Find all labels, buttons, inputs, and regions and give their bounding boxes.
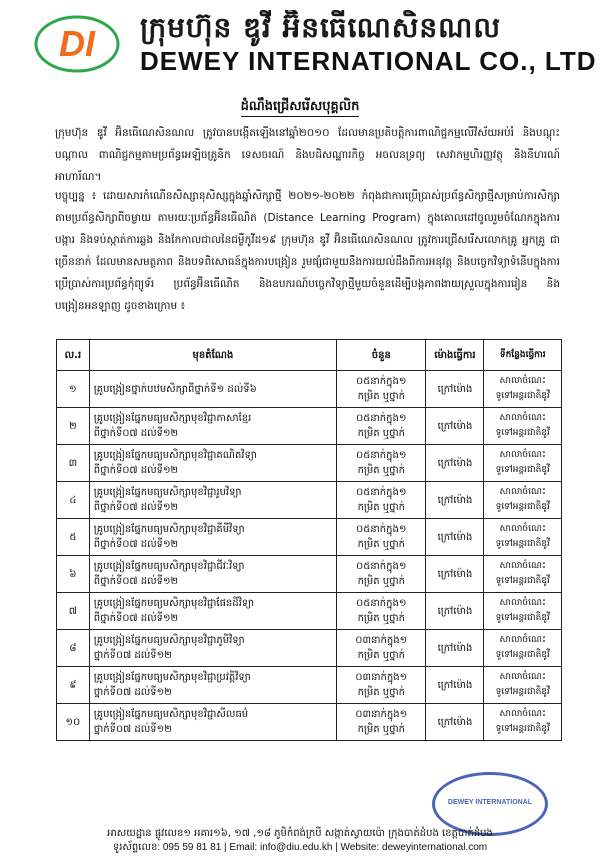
row-position: គ្រូបង្រៀនថ្នាក់បឋមសិក្សាពីថ្នាក់ទី១ ដល់ទី៦ xyxy=(89,371,336,408)
table-row xyxy=(57,593,562,630)
row-position: គ្រូបង្រៀនផ្នែកមធ្យមសិក្សាមុខវិជ្ជាគីមីវិទ្យា ពីថ្នាក់ទី០៧ ដល់ទី១២ xyxy=(89,519,336,556)
row-quantity: ០៥នាក់ក្នុង១ កម្រិត ឬថ្នាក់ xyxy=(337,445,426,482)
row-position: គ្រូបង្រៀនផ្នែកមធ្យមសិក្សាមុខវិជ្ជាភូមិវិទ្យា ថ្នាក់ទី០៧ ដល់ទី១២ xyxy=(89,630,336,667)
row-quantity: ០៥នាក់ក្នុង១ កម្រិត ឬថ្នាក់ xyxy=(337,519,426,556)
row-hours: ក្រៅម៉ោង xyxy=(426,593,484,630)
row-quantity: ០៥នាក់ក្នុង១ កម្រិត ឬថ្នាក់ xyxy=(337,593,426,630)
intro-paragraph: ក្រុមហ៊ុន ឌូវី អ៊ិនធើណេសិនណល ត្រូវបានបង្កើតឡើងនៅឆ្នាំ២០១០ ដែលមានប្រតិបត្តិការពាណិជ្ជកម្មលើវិស័យអប់រំ និងបណ្តុះបណ្តាល ពាណិជ្ជកម្មតាមប្រព័ន្ធអេឡិចត្រូនិក ទេសចរណ៍ និងបដិសណ្ឋារកិច្ច អចលនទ្រព្យ សេវាកម្មហិរញ្ញវត្ថុ និងនីហរណ៍ អាហារ័ណ។ xyxy=(55,127,560,183)
row-position: គ្រូបង្រៀនផ្នែកមធ្យមសិក្សាមុខវិជ្ជាសីលធម៌ ថ្នាក់ទី០៧ ដល់ទី១២ xyxy=(89,704,336,741)
row-workplace: សាលាចំណេះ ទូទៅអន្តរជាតិឌូវី xyxy=(484,630,562,667)
row-number: ៦ xyxy=(57,556,90,593)
header-workplace: ទីកន្លែងធ្វើការ xyxy=(484,340,562,371)
footer-address: អាសយដ្ឋាន ផ្លូវលេខ១ អគារ១៦, ១៧ ,១៨ ភូមិកំពង់ក្របី សង្កាត់ស្វាយប៉ោ ក្រុងបាត់ដំបង ខេត្តបាត់ដំបង xyxy=(107,828,493,839)
row-number: ៣ xyxy=(57,445,90,482)
row-number: ៩ xyxy=(57,667,90,704)
company-name-english: DEWEY INTERNATIONAL CO., LTD xyxy=(140,46,597,76)
row-quantity: ០៥នាក់ក្នុង១ កម្រិត ឬថ្នាក់ xyxy=(337,556,426,593)
row-position: គ្រូបង្រៀនផ្នែកមធ្យមសិក្សាមុខវិជ្ជាគណិតវិទ្យា ពីថ្នាក់ទី០៧ ដល់ទី១២ xyxy=(89,445,336,482)
table-row xyxy=(57,667,562,704)
row-hours: ក្រៅម៉ោង xyxy=(426,704,484,741)
row-workplace: សាលាចំណេះ ទូទៅអន្តរជាតិឌូវី xyxy=(484,408,562,445)
company-name-khmer: ក្រុមហ៊ុន ឌូវី អ៊ិនធើណេសិនណល xyxy=(140,11,502,44)
row-hours: ក្រៅម៉ោង xyxy=(426,371,484,408)
row-number: ២ xyxy=(57,408,90,445)
row-workplace: សាលាចំណេះ ទូទៅអន្តរជាតិឌូវី xyxy=(484,593,562,630)
positions-table xyxy=(56,339,562,741)
row-quantity: ០៥នាក់ក្នុង១ កម្រិត ឬថ្នាក់ xyxy=(337,371,426,408)
row-quantity: ០៣នាក់ក្នុង១ កម្រិត ឬថ្នាក់ xyxy=(337,630,426,667)
table-row xyxy=(57,704,562,741)
row-hours: ក្រៅម៉ោង xyxy=(426,482,484,519)
header-hours: ម៉ោងធ្វើការ xyxy=(426,340,484,371)
row-workplace: សាលាចំណេះ ទូទៅអន្តរជាតិឌូវី xyxy=(484,667,562,704)
table-row xyxy=(57,630,562,667)
row-position: គ្រូបង្រៀនផ្នែកមធ្យមសិក្សាមុខវិជ្ជាភាសាខ្មែរ ពីថ្នាក់ទី០៧ ដល់ទី១២ xyxy=(89,408,336,445)
row-workplace: សាលាចំណេះ ទូទៅអន្តរជាតិឌូវី xyxy=(484,704,562,741)
table-row xyxy=(57,519,562,556)
row-quantity: ០៣នាក់ក្នុង១ កម្រិត ឬថ្នាក់ xyxy=(337,704,426,741)
row-hours: ក្រៅម៉ោង xyxy=(426,667,484,704)
row-workplace: សាលាចំណេះ ទូទៅអន្តរជាតិឌូវី xyxy=(484,519,562,556)
row-hours: ក្រៅម៉ោង xyxy=(426,519,484,556)
footer-contact: ទូរស័ព្ទលេខ: 095 59 81 81 | Email: info@diu.edu.kh | Website: deweyinternational.com xyxy=(112,842,488,853)
header-position: មុខតំណែង xyxy=(89,340,336,371)
logo-text: DI xyxy=(59,23,95,64)
table-header-row xyxy=(57,340,562,371)
row-number: ៧ xyxy=(57,593,90,630)
letterhead xyxy=(0,0,600,90)
header-no: ល.រ xyxy=(57,340,90,371)
table-row xyxy=(57,445,562,482)
row-number: ១០ xyxy=(57,704,90,741)
row-number: ៤ xyxy=(57,482,90,519)
row-hours: ក្រៅម៉ោង xyxy=(426,408,484,445)
row-position: គ្រូបង្រៀនផ្នែកមធ្យមសិក្សាមុខវិជ្ជាជីវៈវិទ្យា ពីថ្នាក់ទី០៧ ដល់ទី១២ xyxy=(89,556,336,593)
header-quantity: ចំនួន xyxy=(337,340,426,371)
row-hours: ក្រៅម៉ោង xyxy=(426,445,484,482)
table-row xyxy=(57,482,562,519)
row-position: គ្រូបង្រៀនផ្នែកមធ្យមសិក្សាមុខវិជ្ជារូបវិទ្យា ពីថ្នាក់ទី០៧ ដល់ទី១២ xyxy=(89,482,336,519)
page-title: ដំណឹងជ្រើសរើសបុគ្គលិក xyxy=(0,98,600,117)
table-row xyxy=(57,408,562,445)
table-row xyxy=(57,371,562,408)
row-number: ១ xyxy=(57,371,90,408)
row-hours: ក្រៅម៉ោង xyxy=(426,630,484,667)
body-paragraph: បច្ចុប្បន្ន ៖ ដោយសារកំណើនសិស្សានុសិស្សក្នុងឆ្នាំសិក្សាថ្មី ២០២១-២០២២ កំពុងជាការប្រើប្រាស់ប្រព័ន្ធសិក្សាថ្មីសម្រាប់ការសិក្សាតាមប្រព័ន្ធសិក្សាពីចម្ងាយ តាមរយៈប្រព័ន្ធអ៊ីនធើណិត (Distance Learning Program) ក្នុងគោលដៅចូលរួមចំណែកក្នុងការបង្ការ និងទប់ស្កាត់ការឆ្លង និងកែកាលជាលនៃជម្ងឺកូវីដ១៩ ក្រុមហ៊ុន ឌូវី អ៊ិនធើណេសិនណល ត្រូវការជ្រើសរើសលោកគ្រូ អ្នកគ្រូ ជាច្រើននាក់ ដែលមានសមត្ថភាព និងបទពិសោធន៍ក្នុងការបង្រៀន រួមផ្សំជាមួយនឹងការយល់ដឹងពីការអនុវត្ត និងបច្ចេកវិទ្យាទំនើបក្នុងការប្រើប្រាស់ការប្រព័ន្ធកុំព្យូទ័រ ប្រព័ន្ធអ៊ីនធើណិត និងឧបករណ៍បច្ចេកវិទ្យាថ្មីមួយចំនួនដើម្បីបង្កភាពងាយស្រួលក្នុងការរៀន និងបង្រៀនអនឡាញ ដូចខាងក្រោម ៖ xyxy=(55,190,560,312)
row-workplace: សាលាចំណេះ ទូទៅអន្តរជាតិឌូវី xyxy=(484,556,562,593)
company-logo xyxy=(34,14,120,74)
row-quantity: ០៣នាក់ក្នុង១ កម្រិត ឬថ្នាក់ xyxy=(337,667,426,704)
row-position: គ្រូបង្រៀនផ្នែកមធ្យមសិក្សាមុខវិជ្ជាផែនដីវិទ្យា ពីថ្នាក់ទី០៧ ដល់ទី១២ xyxy=(89,593,336,630)
row-workplace: សាលាចំណេះ ទូទៅអន្តរជាតិឌូវី xyxy=(484,482,562,519)
row-quantity: ០៥នាក់ក្នុង១ កម្រិត ឬថ្នាក់ xyxy=(337,408,426,445)
company-stamp: DEWEY INTERNATIONAL xyxy=(432,772,548,836)
row-number: ៥ xyxy=(57,519,90,556)
row-workplace: សាលាចំណេះ ទូទៅអន្តរជាតិឌូវី xyxy=(484,371,562,408)
table-row xyxy=(57,556,562,593)
row-quantity: ០៥នាក់ក្នុង១ កម្រិត ឬថ្នាក់ xyxy=(337,482,426,519)
row-workplace: សាលាចំណេះ ទូទៅអន្តរជាតិឌូវី xyxy=(484,445,562,482)
row-hours: ក្រៅម៉ោង xyxy=(426,556,484,593)
row-position: គ្រូបង្រៀនផ្នែកមធ្យមសិក្សាមុខវិជ្ជាប្រវត្តិវិទ្យា ថ្នាក់ទី០៧ ដល់ទី១២ xyxy=(89,667,336,704)
row-number: ៨ xyxy=(57,630,90,667)
